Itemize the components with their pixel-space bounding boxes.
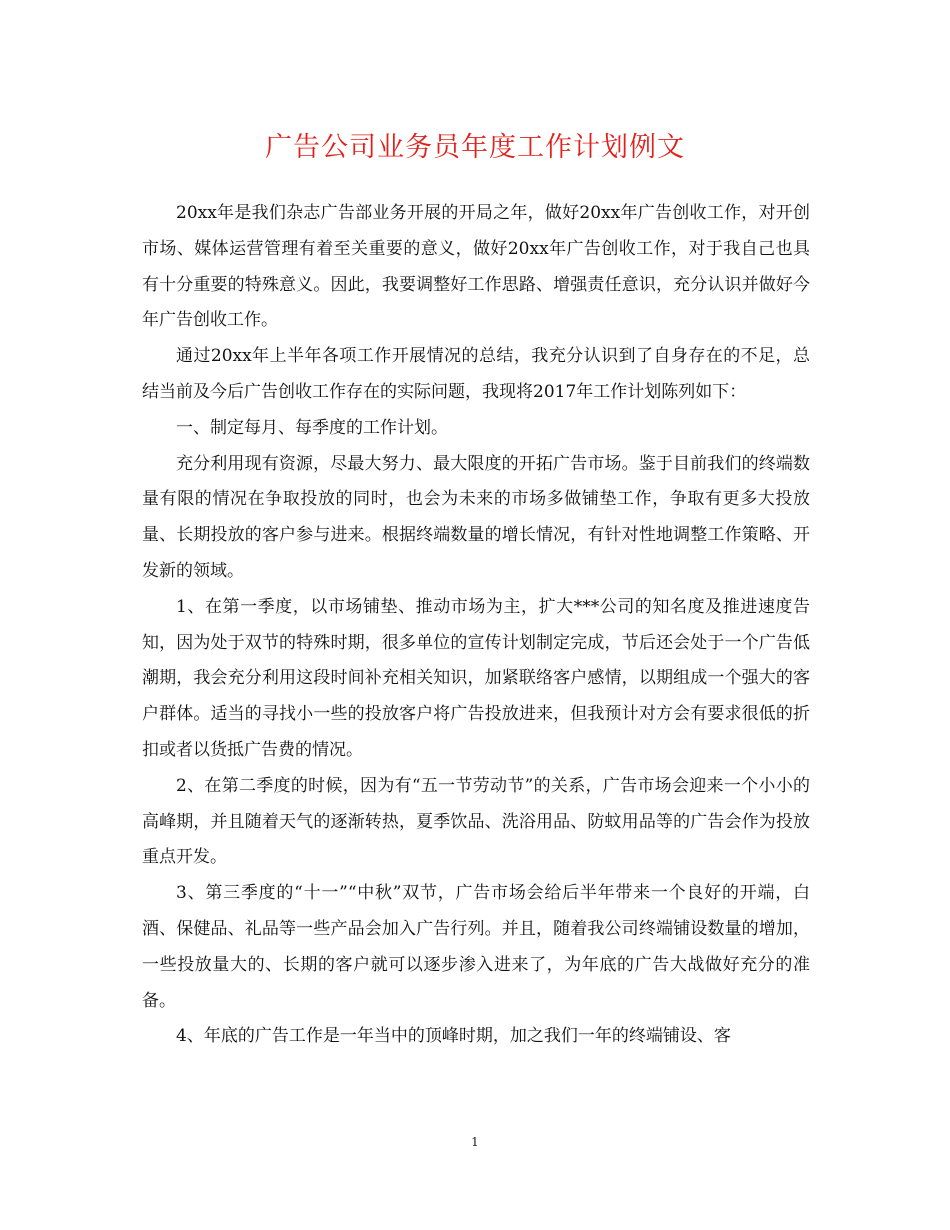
paragraph-summary: 通过20xx年上半年各项工作开展情况的总结，我充分认识到了自身存在的不足，总结当前及今后广告创收工作存在的实际问题，我现将2017年工作计划陈列如下： bbox=[142, 346, 810, 402]
page-number: 1 bbox=[471, 1135, 479, 1149]
paragraph-q1: 1、在第一季度，以市场铺垫、推动市场为主，扩大***公司的知名度及推进速度告知，因为处于双节的特殊时期，很多单位的宣传计划制定完成，节后还会处于一个广告低潮期，我会充分利用这段时间补充相关知识，加紧联络客户感情，以期组成一个强大的客户群体。适当的寻找小一些的投放客户将广告投放进来，但我预计对方会有要求很低的折扣或者以货抵广告费的情况。 bbox=[142, 596, 810, 760]
section-heading-1: 一、制定每月、每季度的工作计划。 bbox=[176, 417, 448, 438]
paragraph-intro: 20xx年是我们杂志广告部业务开展的开局之年，做好20xx年广告创收工作，对开创市场、媒体运营管理有着至关重要的意义，做好20xx年广告创收工作，对于我自己也具有十分重要的特殊意义。因此，我要调整好工作思路、增强责任意识，充分认识并做好今年广告创收工作。 bbox=[142, 203, 810, 331]
document-title: 广告公司业务员年度工作计划例文 bbox=[265, 132, 685, 163]
paragraph-q2: 2、在第二季度的时候，因为有“五一节劳动节”的关系，广告市场会迎来一个小小的高峰期，并且随着天气的逐渐转热，夏季饮品、洗浴用品、防蚊用品等的广告会作为投放重点开发。 bbox=[142, 775, 810, 868]
paragraph-resources: 充分利用现有资源，尽最大努力、最大限度的开拓广告市场。鉴于目前我们的终端数量有限的情况在争取投放的同时，也会为未来的市场多做铺垫工作，争取有更多大投放量、长期投放的客户参与进来。根据终端数量的增长情况，有针对性地调整工作策略、开发新的领域。 bbox=[142, 453, 810, 581]
paragraph-q4: 4、年底的广告工作是一年当中的顶峰时期，加之我们一年的终端铺设、客 bbox=[176, 1026, 731, 1047]
document-body bbox=[142, 196, 810, 1055]
paragraph-q3: 3、第三季度的“十一”“中秋”双节，广告市场会给后半年带来一个良好的开端，白酒、保健品、礼品等一些产品会加入广告行列。并且，随着我公司终端铺设数量的增加，一些投放量大的、长期的客户就可以逐步渗入进来了，为年底的广告大战做好充分的准备。 bbox=[142, 883, 810, 1011]
